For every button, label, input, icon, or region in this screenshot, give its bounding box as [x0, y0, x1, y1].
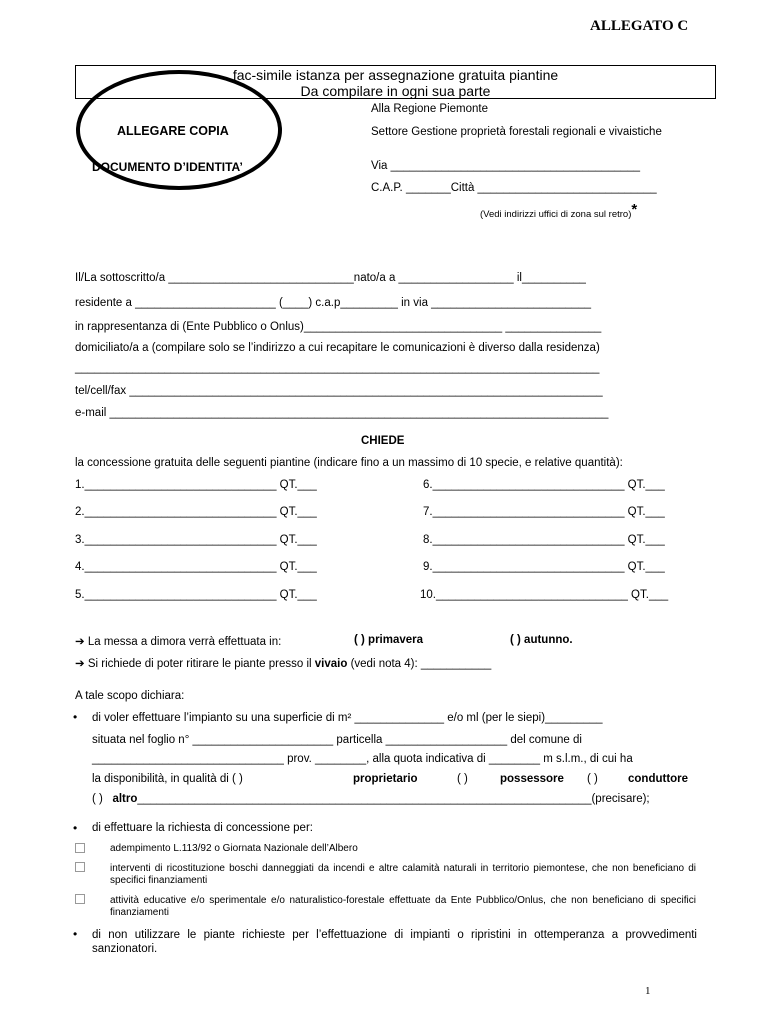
- check-label-educative: attività educative e/o sperimentale e/o naturalistico-forestale effettuate da Ente Pubblico/Onlus, che non beneficiano di specifici finanziamenti: [110, 895, 696, 918]
- dichiara-line-3[interactable]: ______________________________ prov. ________, alla quota indicativa di ________ m s.l.m., di cui ha: [92, 753, 633, 765]
- plant-item-3[interactable]: 3.______________________________ QT.___: [75, 534, 317, 546]
- checkbox-conduttore-paren[interactable]: ( ): [587, 773, 598, 785]
- richiesta-label: di effettuare la richiesta di concessione per:: [92, 822, 313, 834]
- field-rappresentanza[interactable]: in rappresentanza di (Ente Pubblico o Onlus)_______________________________ _______________: [75, 321, 602, 333]
- chiede-intro: la concessione gratuita delle seguenti piantine (indicare fino a un massimo di 10 specie, e relative quantità):: [75, 457, 623, 469]
- option-autunno[interactable]: ( ) autunno.: [510, 634, 573, 646]
- option-altro: altro: [112, 793, 138, 805]
- plant-item-1[interactable]: 1.______________________________ QT.___: [75, 479, 317, 491]
- address-note: (Vedi indirizzi uffici di zona sul retro)*: [480, 201, 638, 220]
- dichiara-line-5[interactable]: [92, 793, 650, 805]
- qualita-label: la disponibilità, in qualità di ( ): [92, 773, 243, 785]
- checkbox-adempimento[interactable]: [75, 843, 85, 853]
- plant-item-4[interactable]: 4.______________________________ QT.___: [75, 561, 317, 573]
- dichiara-line-2[interactable]: situata nel foglio n° ______________________ particella ___________________ del comune di: [92, 734, 582, 746]
- option-conduttore[interactable]: conduttore: [628, 773, 689, 785]
- title-line-2: Da compilare in ogni sua parte: [300, 83, 491, 99]
- check-label-ricostituzione: interventi di ricostituzione boschi danneggiati da incendi e altre calamità naturali in territorio piemontese, che non beneficiano di specifici finanziamenti: [110, 863, 696, 886]
- field-sottoscritto[interactable]: Il/La sottoscritto/a _____________________________nato/a a __________________ il__________: [75, 272, 586, 284]
- ritirare-post: (vedi nota 4): ___________: [347, 658, 492, 670]
- plant-item-6[interactable]: 6.______________________________ QT.___: [423, 479, 665, 491]
- allegare-copia-label: ALLEGARE COPIA: [117, 124, 229, 138]
- title-line-1: fac-simile istanza per assegnazione gratuita piantine: [232, 67, 559, 83]
- page-number: 1: [645, 985, 651, 997]
- asterisk: *: [631, 201, 638, 218]
- bullet-icon: •: [73, 821, 78, 835]
- bullet-icon: •: [73, 710, 78, 724]
- plant-item-2[interactable]: 2.______________________________ QT.___: [75, 506, 317, 518]
- vivaio-label: vivaio: [314, 658, 348, 670]
- chiede-heading: CHIEDE: [361, 435, 405, 447]
- altro-field[interactable]: _______________________________________________________________________(precisare);: [137, 793, 650, 805]
- dichiara-line-1[interactable]: di voler effettuare l’impianto su una superficie di m² ______________ e/o ml (per le siepi)_________: [92, 712, 603, 724]
- ritirare-line[interactable]: [75, 656, 491, 670]
- address-to: Alla Regione Piemonte: [371, 103, 488, 115]
- arrow-icon: ➔: [75, 658, 85, 670]
- non-utilizzare-label: di non utilizzare le piante richieste per l’effettuazione di impianti o ripristini in ottemperanza a provvedimenti sanzionatori.: [92, 929, 697, 955]
- field-domiciliato: domiciliato/a a (compilare solo se l’indirizzo a cui recapitare le comunicazioni è diverso dalla residenza): [75, 342, 600, 354]
- allegato-label: ALLEGATO C: [590, 18, 689, 34]
- plant-item-7[interactable]: 7.______________________________ QT.___: [423, 506, 665, 518]
- documento-identita-label: DOCUMENTO D’IDENTITA’: [92, 160, 243, 174]
- plant-item-5[interactable]: 5.______________________________ QT.___: [75, 589, 317, 601]
- checkbox-altro-paren[interactable]: ( ): [92, 793, 103, 805]
- field-email[interactable]: e-mail ______________________________________________________________________________: [75, 407, 609, 419]
- address-via: Via _______________________________________: [371, 160, 641, 172]
- option-primavera[interactable]: ( ) primavera: [354, 634, 424, 646]
- plant-item-9[interactable]: 9.______________________________ QT.___: [423, 561, 665, 573]
- address-settore: Settore Gestione proprietà forestali regionali e vivaistiche: [371, 126, 662, 138]
- bullet-icon: •: [73, 927, 78, 941]
- ritirare-pre: Si richiede di poter ritirare le piante presso il: [87, 658, 315, 670]
- arrow-icon: ➔: [75, 636, 85, 648]
- option-possessore[interactable]: possessore: [500, 773, 564, 785]
- field-domiciliato-line[interactable]: __________________________________________________________________________________: [75, 362, 600, 374]
- dichiara-intro: A tale scopo dichiara:: [75, 690, 185, 702]
- messa-line: [75, 634, 281, 648]
- field-tel[interactable]: tel/cell/fax __________________________________________________________________________: [75, 385, 603, 397]
- field-residente[interactable]: residente a ______________________ (____) c.a.p_________ in via _________________________: [75, 297, 592, 309]
- check-label-adempimento: adempimento L.113/92 o Giornata Nazionale dell’Albero: [110, 843, 358, 854]
- plant-item-10[interactable]: 10.______________________________ QT.___: [420, 589, 669, 601]
- checkbox-ricostituzione[interactable]: [75, 862, 85, 872]
- plant-item-8[interactable]: 8.______________________________ QT.___: [423, 534, 665, 546]
- dichiara-line-4: [92, 773, 243, 785]
- messa-label: La messa a dimora verrà effettuata in:: [87, 636, 282, 648]
- checkbox-educative[interactable]: [75, 894, 85, 904]
- address-cap: C.A.P. _______Città ____________________________: [371, 182, 657, 194]
- option-proprietario[interactable]: proprietario: [353, 773, 418, 785]
- checkbox-possessore-paren[interactable]: ( ): [457, 773, 468, 785]
